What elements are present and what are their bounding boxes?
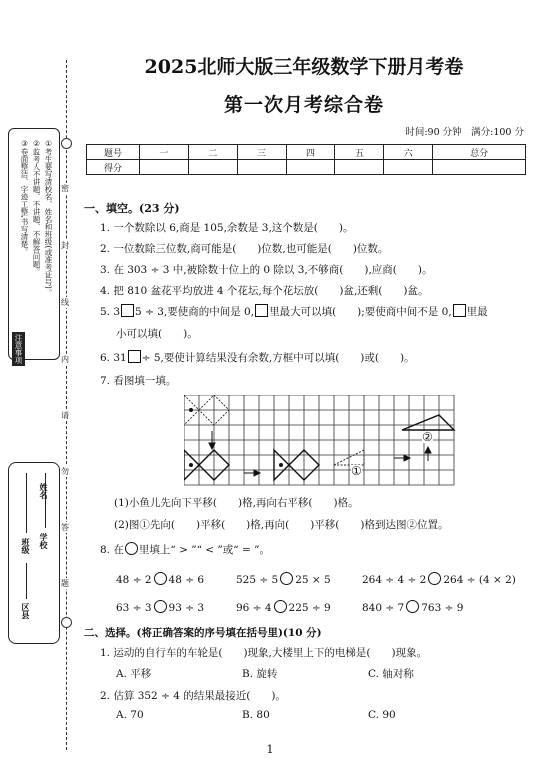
score-input-cell[interactable] xyxy=(433,160,526,175)
score-header-row xyxy=(87,145,526,160)
q2-2-opt-a: A. 70 xyxy=(116,709,144,721)
notice-label: 注意事项 xyxy=(14,334,23,364)
compare-item xyxy=(362,600,463,614)
seal-char-6: 勿 xyxy=(61,467,69,476)
score-cell: 一 xyxy=(140,145,189,160)
q1-6-text-a: 6. 31 xyxy=(100,352,127,364)
compare-left: 96 ÷ 4 xyxy=(236,602,272,614)
q2-2-opt-c: C. 90 xyxy=(368,709,396,721)
arrow-right-icon xyxy=(244,470,260,476)
page-subtitle: 第一次月考综合卷 xyxy=(223,94,384,116)
page-number: 1 xyxy=(266,743,274,756)
compare-circle[interactable] xyxy=(154,572,167,585)
score-input-cell[interactable] xyxy=(335,160,384,175)
q1-5-text-b: 5 ÷ 3,要使商的中间是 0, xyxy=(135,306,255,318)
shape-label-2: ② xyxy=(422,430,433,444)
compare-item xyxy=(236,572,331,586)
q1-5 xyxy=(100,304,488,319)
compare-left: 840 ÷ 7 xyxy=(362,602,405,614)
section2-title: 二、选择。(将正确答案的序号填在括号里)(10 分) xyxy=(84,627,322,639)
score-input-cell[interactable] xyxy=(188,160,237,175)
compare-item xyxy=(236,600,331,614)
translation-grid-figure xyxy=(184,395,458,487)
seal-dashed-line xyxy=(66,60,67,750)
compare-left: 525 ÷ 5 xyxy=(236,574,279,586)
q1-6-text-b: ÷ 5,要使计算结果没有余数,方框中可以填( )或( )。 xyxy=(141,352,415,364)
score-value-row xyxy=(87,160,526,175)
compare-left: 48 ÷ 2 xyxy=(116,574,152,586)
q2-2: 2. 估算 352 ÷ 4 的结果最接近( )。 xyxy=(100,690,286,702)
shape-label-1: ① xyxy=(351,464,362,478)
q1-3: 3. 在 303 ÷ 3 中,被除数十位上的 0 除以 3,不够商( ),应商( )。 xyxy=(100,264,433,276)
q2-1-opt-b: B. 旋转 xyxy=(242,668,278,680)
q2-1-opt-c: C. 轴对称 xyxy=(368,668,414,680)
notice-text-2: ②监考人不讲题、不讲题、不解答问题。 xyxy=(32,139,41,276)
seal-char-8: 题 xyxy=(61,579,69,588)
compare-circle[interactable] xyxy=(428,572,441,585)
notice-text-3: ③卷面整洁、字迹工整,书写清楚。 xyxy=(20,139,29,256)
seal-char-1: 密 xyxy=(61,184,69,193)
score-input-cell[interactable] xyxy=(237,160,286,175)
q1-5-text-a: 5. 3 xyxy=(100,306,121,318)
seal-char-2: 封 xyxy=(61,241,69,250)
compare-right: 25 × 5 xyxy=(295,574,331,586)
answer-box[interactable] xyxy=(121,304,134,317)
binding-hole-bottom xyxy=(61,617,72,628)
class-line xyxy=(26,473,27,533)
q2-1-opt-a: A. 平移 xyxy=(116,668,152,680)
district-label: 区县 xyxy=(21,603,31,619)
score-cell: 得分 xyxy=(87,160,140,175)
compare-item xyxy=(116,600,204,614)
score-input-cell[interactable] xyxy=(286,160,335,175)
compare-right: 93 ÷ 3 xyxy=(168,602,205,614)
q2-1: 1. 运动的自行车的车轮是( )现象,大楼里上下的电梯是( )现象。 xyxy=(100,647,428,659)
seal-char-4: 内 xyxy=(61,355,69,364)
seal-char-5: 请 xyxy=(61,411,69,420)
fish-eye xyxy=(189,408,193,412)
compare-left: 264 ÷ 4 ÷ 2 xyxy=(362,574,427,586)
q1-6 xyxy=(100,350,415,365)
compare-right: 48 ÷ 6 xyxy=(168,574,205,586)
compare-circle[interactable] xyxy=(154,600,167,613)
score-input-cell[interactable] xyxy=(384,160,433,175)
score-cell: 总分 xyxy=(433,145,526,160)
q1-4: 4. 把 810 盆花平均放进 4 个花坛,每个花坛放( )盆,还剩( )盆。 xyxy=(100,285,429,297)
q1-5-text-d: 里最 xyxy=(466,306,488,318)
section1-title: 一、填空。(23 分) xyxy=(84,202,180,215)
q1-7-1: (1)小鱼儿先向下平移( )格,再向右平移( )格。 xyxy=(114,497,359,509)
compare-right: 225 ÷ 9 xyxy=(288,602,331,614)
score-cell: 六 xyxy=(384,145,433,160)
q2-2-opt-b: B. 80 xyxy=(242,709,270,721)
binding-strip xyxy=(0,0,80,763)
q1-5-cont: 小可以填( )。 xyxy=(116,328,198,340)
q1-2: 2. 一位数除三位数,商可能是( )位数,也可能是( )位数。 xyxy=(100,243,389,255)
class-label: 班级 xyxy=(21,538,31,554)
page-title: 2025北师大版三年级数学下册月考卷 xyxy=(144,56,464,78)
notice-box xyxy=(8,128,60,360)
q1-7: 7. 看图填一填。 xyxy=(100,375,177,387)
seal-char-7: 答 xyxy=(61,523,69,532)
name-label: 姓名 xyxy=(39,483,49,499)
q1-8-text-b: 里填上“ > ”“ < ”或“ = ”。 xyxy=(138,544,270,556)
fish-eye xyxy=(189,463,193,467)
exam-meta: 时间:90 分钟 满分:100 分 xyxy=(405,127,524,138)
student-info-box xyxy=(8,462,60,644)
score-input-cell[interactable] xyxy=(140,160,189,175)
seal-char-3: 线 xyxy=(61,298,69,307)
compare-right: 763 ÷ 9 xyxy=(421,602,464,614)
binding-hole-top xyxy=(61,138,72,149)
arrow-right-icon xyxy=(394,455,410,461)
answer-box[interactable] xyxy=(255,304,268,317)
q1-8-text-a: 8. 在 xyxy=(100,544,124,556)
notice-text-1: ①考生要写清校名、姓名和班级(或准考证号)。 xyxy=(44,139,53,297)
score-cell: 四 xyxy=(286,145,335,160)
district-line xyxy=(26,563,27,599)
q1-1: 1. 一个数除以 6,商是 105,余数是 3,这个数是( )。 xyxy=(100,222,354,234)
triangle-shape-2 xyxy=(402,415,454,430)
score-cell: 二 xyxy=(188,145,237,160)
fish-eye xyxy=(279,463,283,467)
score-cell: 题号 xyxy=(87,145,140,160)
compare-circle[interactable] xyxy=(280,572,293,585)
q1-7-2: (2)图①先向( )平移( )格,再向( )平移( )格到达图②位置。 xyxy=(114,519,449,531)
compare-left: 63 ÷ 3 xyxy=(116,602,152,614)
compare-circle[interactable] xyxy=(406,600,419,613)
score-cell: 五 xyxy=(335,145,384,160)
arrow-up-icon xyxy=(425,447,431,461)
q1-5-text-c: 里最大可以填( );要使商中间不是 0, xyxy=(269,306,452,318)
answer-box[interactable] xyxy=(128,350,141,363)
compare-circle[interactable] xyxy=(125,542,138,555)
grid-lines xyxy=(184,395,454,485)
score-table xyxy=(86,144,526,175)
compare-item xyxy=(116,572,204,586)
school-label: 学校 xyxy=(39,533,49,549)
score-cell: 三 xyxy=(237,145,286,160)
school-line xyxy=(45,473,46,528)
q1-8 xyxy=(100,542,270,557)
compare-item xyxy=(362,572,516,586)
compare-right: 264 ÷ (4 × 2) xyxy=(443,574,516,586)
compare-circle[interactable] xyxy=(274,600,287,613)
answer-box[interactable] xyxy=(453,304,466,317)
